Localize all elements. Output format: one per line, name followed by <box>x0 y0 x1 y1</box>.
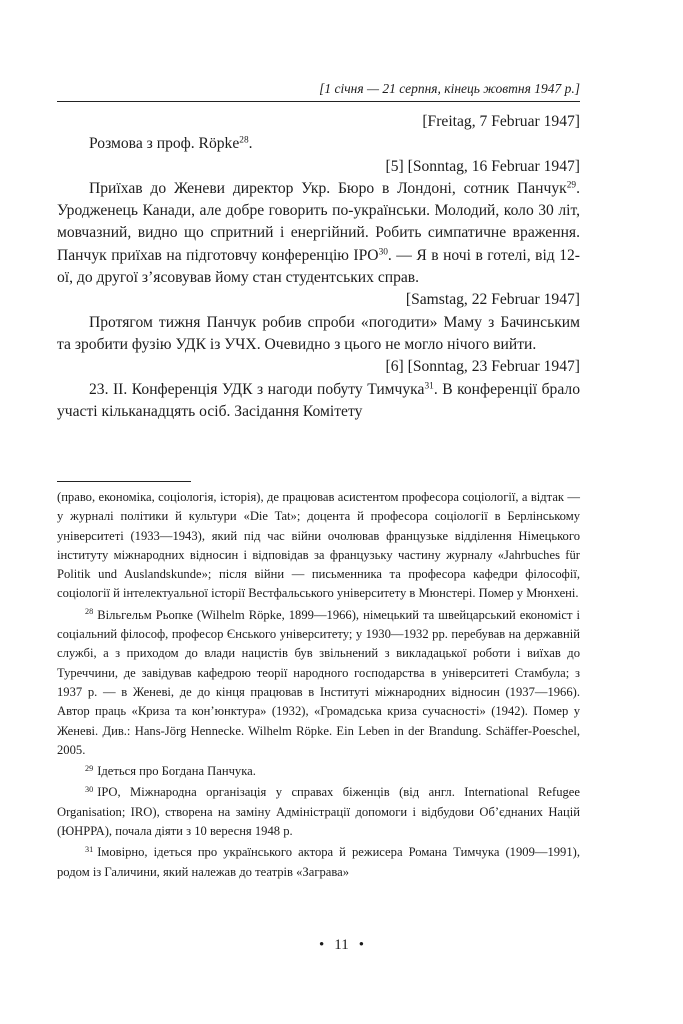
footnote-29 <box>57 762 580 781</box>
footnote-number: 30 <box>85 784 94 794</box>
paragraph-text: . <box>248 135 253 153</box>
paragraph-text: 23. II. Конференція УДК з нагоди побуту Тимчука <box>89 380 425 398</box>
footnote-number: 28 <box>85 607 94 617</box>
footnote-text: Імовірно, ідеться про українського актора й режисера Романа Тимчука (1909—1991), родом із Галичини, який належав до театрів «Заграва» <box>57 845 580 879</box>
header-rule <box>57 101 580 102</box>
footnote-rule <box>57 481 191 482</box>
paragraph-text: Розмова з проф. Röpke <box>89 135 240 153</box>
footnote-ref[interactable]: 31 <box>424 380 434 391</box>
paragraph <box>57 379 580 424</box>
paragraph-text: . — Я в ночі в готелі, від 12-ої, до другої з’ясовував йому стан студентських справ. <box>57 246 580 287</box>
paragraph-text: Приїхав до Женеви директор Укр. Бюро в Лондоні, сотник Панчук <box>89 179 567 197</box>
footnote-31 <box>57 843 580 882</box>
footnote-text: Ідеться про Богдана Панчука. <box>97 764 256 779</box>
page-footer <box>0 935 683 955</box>
footnote-ref[interactable]: 28 <box>239 135 249 146</box>
footnote-30 <box>57 783 580 841</box>
footnote-ref[interactable]: 29 <box>566 180 577 191</box>
footnote-text: IPO, Міжнародна організація у справах біженців (від англ. International Refugee Organisation; IRO), створена на заміну Адміністрації допомоги і відбудови Об’єднаних Націй (ЮНРРА), почала діяти з 10 вересня 1948 р. <box>57 785 580 839</box>
paragraph-text: . Уродженець Канади, але добре говорить по-українськи. Молодий, коло 30 літ, мовчазний, видно що спритний і енергійний. Робить симпатичне враження. Панчук приїхав на підготовчу конференцію IPO <box>57 179 580 264</box>
paragraph <box>57 133 580 155</box>
diary-date: [6] [Sonntag, 23 Februar 1947] <box>385 358 580 376</box>
paragraph: Протягом тижня Панчук робив спроби «погодити» Маму з Бачинським та зробити фузію УДК із УЧХ. Очевидно з цього не могло нічого вийти. <box>57 313 580 353</box>
footnote-number: 31 <box>85 844 94 854</box>
diary-date: [Freitag, 7 Februar 1947] <box>422 113 580 130</box>
footnote-text: Вільгельм Рьопке (Wilhelm Röpke, 1899—1966), німецький та швейцарський економіст і соціальний філософ, професор Єнського університету; у 1930—1932 рр. перебував на державній службі, а з приходом до влади нацистів був звільнений з викладацької роботи і виїхав до Туреччини, де завідував кафедрою теорії народного господарства в університеті Стамбула; з 1937 р. — в Женеві, де до кінця працював в Інституті міжнародних відносин (1937—1966). Автор праць «Криза та кон’юнктура» (1932), «Громадська криза сучасності» (1942). Помер у Женеві. Див.: Hans-Jörg Hennecke. Wilhelm Röpke. Ein Leben in der Brandung. Schäffer-Poeschel, 2005. <box>57 607 580 757</box>
diary-date: [Samstag, 22 Februar 1947] <box>405 291 580 309</box>
bullet-left: • <box>319 937 325 953</box>
footnote-28 <box>57 606 580 760</box>
footnotes <box>57 488 580 882</box>
paragraph <box>57 178 580 289</box>
footnote-continuation: (право, економіка, соціологія, історія), де працював асистентом професора соціології, а відтак — у журналі політики й культури «Die Tat»; доцента й професора соціології в Берлінському університеті (1933—1943), який під час війни очолював французьке відділення Німецького інституту міжнародних відносин і відповідав за французьку частину журналу «Jahrbuches für Politik und Auslandskunde»; після війни — письменника та професора кафедри філософії, соціології й інтелектуальної історії Вестфальського університету в Мюнстері. Помер у Мюнхені. <box>57 490 580 601</box>
bullet-right: • <box>358 937 364 953</box>
footnote-number: 29 <box>85 763 94 773</box>
diary-date: [5] [Sonntag, 16 Februar 1947] <box>385 157 580 175</box>
main-text <box>57 111 580 423</box>
running-head: [1 січня — 21 серпня, кінець жовтня 1947 р.] <box>319 81 580 96</box>
page-number: 11 <box>334 937 349 953</box>
footnote-ref[interactable]: 30 <box>378 247 388 258</box>
paragraph-text: . В конференції брало участі кільканадцять осіб. Засідання Комітету <box>57 380 580 420</box>
